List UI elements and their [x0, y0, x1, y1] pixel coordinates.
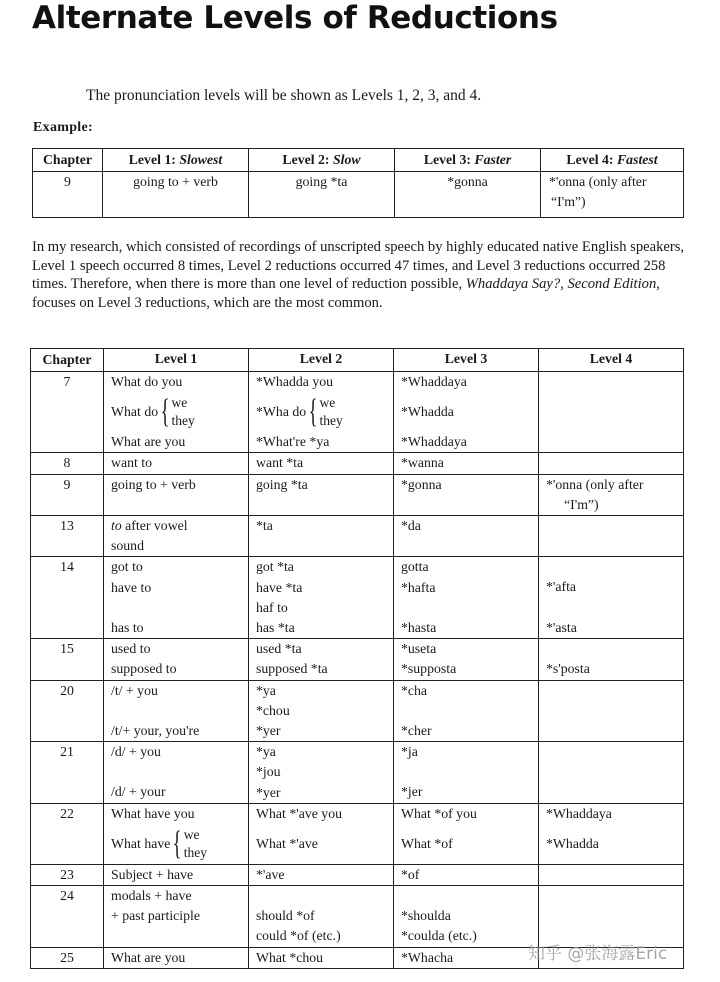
cell-level-1: What are you [104, 947, 249, 968]
cell-level-4: *s'posta [539, 639, 684, 680]
header-chapter: Chapter [31, 349, 104, 372]
table-row [31, 372, 684, 453]
table-row [31, 474, 684, 515]
intro-text: The pronunciation levels will be shown as Levels 1, 2, 3, and 4. [86, 87, 482, 104]
cell-level-3: *shoulda *coulda (etc.) [394, 886, 539, 947]
header-level-4: Level 4: Fastest [541, 149, 684, 172]
cell-level-3: *da [394, 516, 539, 557]
cell-level-2: used *ta supposed *ta [249, 639, 394, 680]
cell-level-2: *ta [249, 516, 394, 557]
cell-chapter: 20 [31, 680, 104, 742]
cell-level-2: going *ta [249, 172, 395, 218]
cell-level-3: *useta *supposta [394, 639, 539, 680]
reductions-table [30, 348, 684, 969]
cell-level-1: going to + verb [103, 172, 249, 218]
cell-level-1: going to + verb [104, 474, 249, 515]
table-header-row [33, 149, 684, 172]
cell-level-1: What have you What have { we they [104, 803, 249, 864]
cell-level-2: *ya *jou *yer [249, 742, 394, 804]
header-level-2: Level 2: Slow [249, 149, 395, 172]
cell-chapter: 21 [31, 742, 104, 804]
table-row [31, 803, 684, 864]
table-row [31, 742, 684, 804]
cell-level-4: *Whaddaya *Whadda [539, 803, 684, 864]
table-header-row [31, 349, 684, 372]
brace-icon: { [160, 393, 170, 431]
cell-level-2: What *'ave you What *'ave [249, 803, 394, 864]
table-row [31, 865, 684, 886]
cell-level-1: /d/ + you /d/ + your [104, 742, 249, 804]
header-level-3: Level 3: Faster [395, 149, 541, 172]
example-label: Example: [33, 120, 93, 135]
research-paragraph: In my research, which consisted of recordings of unscripted speech by highly educated native English speakers, Level 1 speech occurred 8 times, Level 2 reductions occurred 47 times, and Level 3 reductions occurred 258 times. Therefore, when there is more than one level of reduction possible, Whaddaya Say?, Second Edition, focuses on Level 3 reductions, which are the most common. [32, 239, 685, 311]
cell-level-1: to after vowel sound [104, 516, 249, 557]
cell-chapter: 7 [31, 372, 104, 453]
header-level-2: Level 2 [249, 349, 394, 372]
cell-level-2: going *ta [249, 474, 394, 515]
cell-chapter: 9 [33, 172, 103, 218]
page-title: Alternate Levels of Reductions [32, 0, 558, 36]
cell-chapter: 14 [31, 557, 104, 639]
brace-icon: { [308, 393, 318, 431]
header-chapter: Chapter [33, 149, 103, 172]
cell-level-4 [539, 742, 684, 804]
cell-level-4: *'onna (only after “I'm”) [539, 474, 684, 515]
header-level-1: Level 1 [104, 349, 249, 372]
header-level-3: Level 3 [394, 349, 539, 372]
cell-level-3: *gonna [395, 172, 541, 218]
brace-icon: { [173, 825, 183, 863]
cell-level-1: used to supposed to [104, 639, 249, 680]
cell-level-4 [539, 680, 684, 742]
cell-chapter: 22 [31, 803, 104, 864]
header-level-4: Level 4 [539, 349, 684, 372]
cell-level-1: Subject + have [104, 865, 249, 886]
cell-chapter: 25 [31, 947, 104, 968]
cell-level-4 [539, 886, 684, 947]
table-row [33, 172, 684, 218]
cell-level-1: got to have to has to [104, 557, 249, 639]
watermark: 知乎 @张海露Eric [528, 944, 668, 964]
cell-level-4 [539, 453, 684, 474]
cell-level-1: modals + have + past participle [104, 886, 249, 947]
cell-level-4 [539, 865, 684, 886]
cell-chapter: 8 [31, 453, 104, 474]
cell-level-2: *'ave [249, 865, 394, 886]
cell-chapter: 9 [31, 474, 104, 515]
cell-level-1: want to [104, 453, 249, 474]
cell-level-1: What do you What do { we they What are you [104, 372, 249, 453]
cell-level-2: should *of could *of (etc.) [249, 886, 394, 947]
cell-level-3: *cha *cher [394, 680, 539, 742]
example-table [32, 148, 684, 218]
cell-chapter: 24 [31, 886, 104, 947]
cell-level-4: *'onna (only after “I'm”) [541, 172, 684, 218]
cell-chapter: 13 [31, 516, 104, 557]
cell-chapter: 15 [31, 639, 104, 680]
cell-level-3: *Whaddaya *Whadda *Whaddaya [394, 372, 539, 453]
cell-level-2: want *ta [249, 453, 394, 474]
cell-level-3: *wanna [394, 453, 539, 474]
table-row [31, 557, 684, 639]
cell-chapter: 23 [31, 865, 104, 886]
table-row [31, 639, 684, 680]
table-row [31, 516, 684, 557]
cell-level-4: *'afta *'asta [539, 557, 684, 639]
cell-level-2: What *chou [249, 947, 394, 968]
cell-level-3: *Whacha [394, 947, 539, 968]
table-row [31, 680, 684, 742]
cell-level-2: got *ta have *ta haf to has *ta [249, 557, 394, 639]
cell-level-4 [539, 516, 684, 557]
table-row [31, 453, 684, 474]
header-level-1: Level 1: Slowest [103, 149, 249, 172]
cell-level-3: *of [394, 865, 539, 886]
cell-level-2: *Whadda you *Wha do { we they *What're *ya [249, 372, 394, 453]
cell-level-2: *ya *chou *yer [249, 680, 394, 742]
cell-level-1: /t/ + you /t/+ your, you're [104, 680, 249, 742]
cell-level-3: *gonna [394, 474, 539, 515]
cell-level-3: What *of you What *of [394, 803, 539, 864]
cell-level-4 [539, 372, 684, 453]
cell-level-3: gotta *hafta *hasta [394, 557, 539, 639]
table-row [31, 886, 684, 947]
cell-level-3: *ja *jer [394, 742, 539, 804]
